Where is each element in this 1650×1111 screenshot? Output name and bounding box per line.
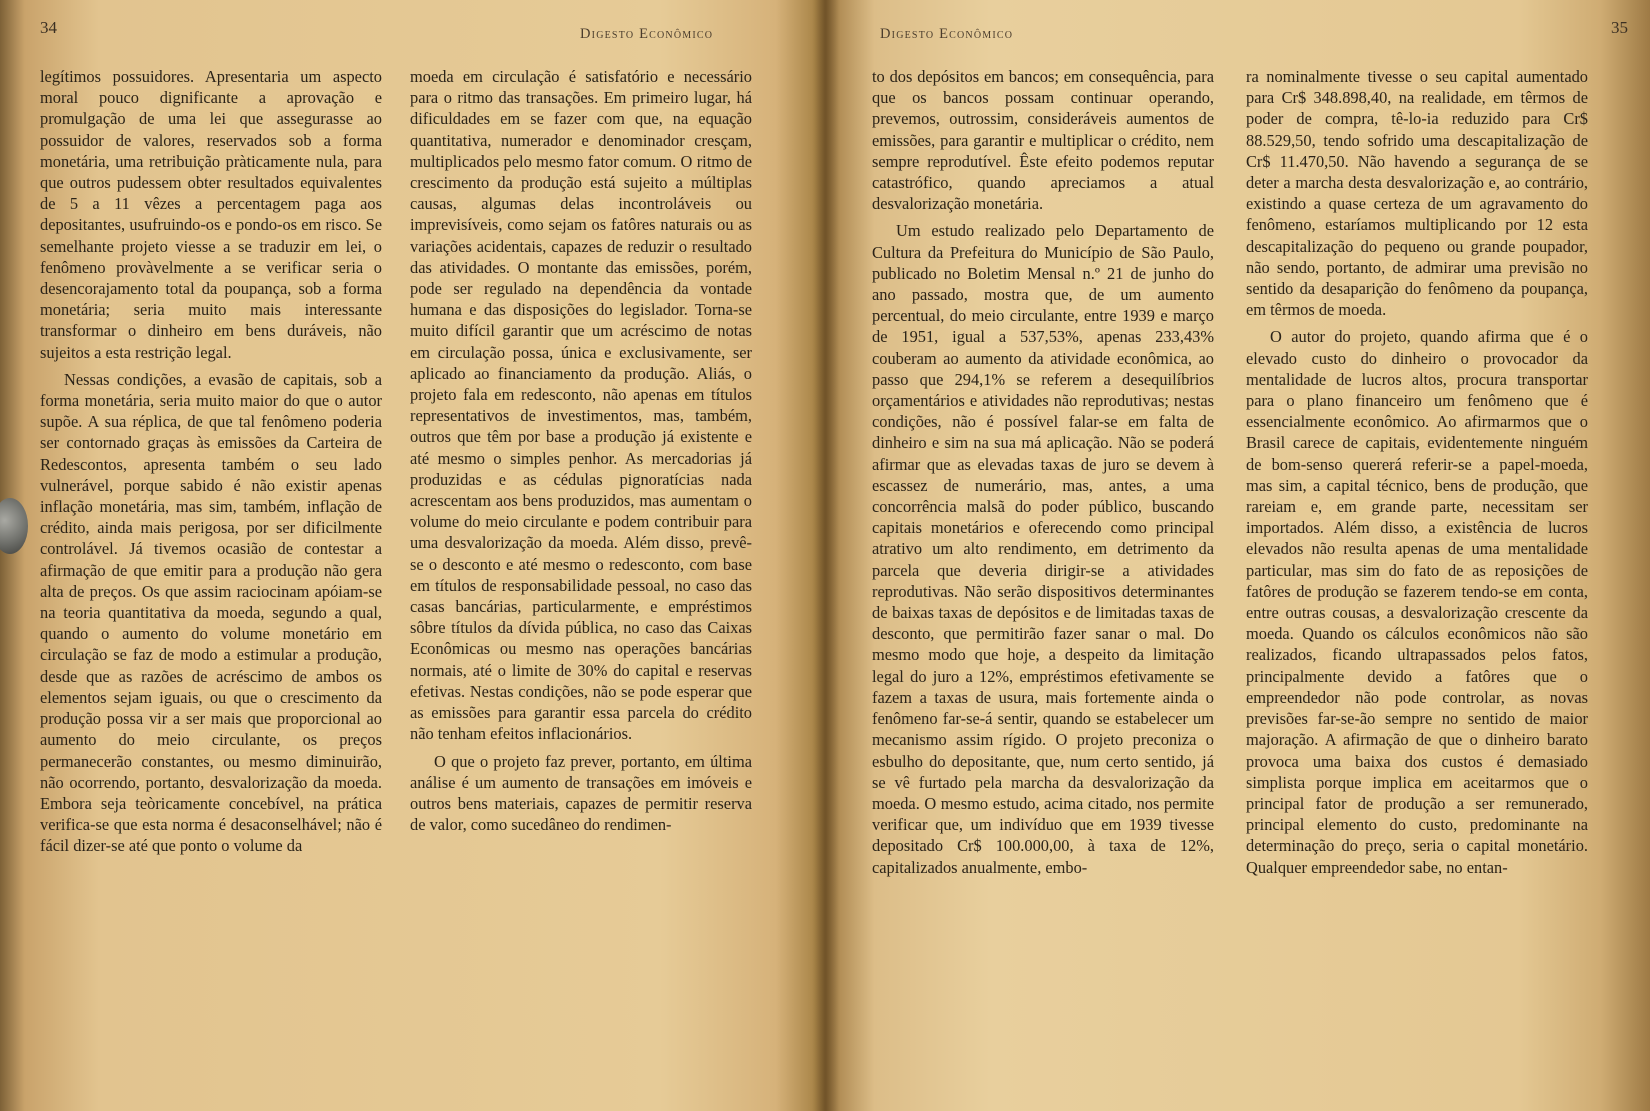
paragraph: Nessas condições, a evasão de capitais, sob a forma monetária, seria muito maior do que o autor supõe. A sua réplica, de que tal fenômeno poderia ser contornado graças às emissões da Carteira de Redescontos, apresenta também o seu lado vulnerável, porque sabido é não existir apenas inflação monetária, mas sim, também, inflação de crédito, ainda mais perigosa, por ser dificilmente controlável. Já tivemos ocasião de contestar a afirmação de que emitir para a produção não gera alta de preços. Os que assim raciocinam apóiam-se na teoria quantitativa da moeda, segundo a qual, quando o aumento do volume monetário em circulação se faz de modo a estimular a produção, desde que as razões de acréscimo de ambos os elementos sejam iguais, ou que o crescimento da produção possa vir a ser mais que proporcional ao aumento do meio circulante, os preços permanecerão constantes, ou mesmo diminuirão, não ocorrendo, portanto, desvalorização da moeda. Embora seja teòricamente concebível, na prática verifica-se que esta norma é desaconselhável; não é fácil dizer-se até que ponto o volume da bbox=[40, 369, 382, 856]
text-column bbox=[410, 66, 752, 835]
paragraph: moeda em circulação é satisfatório e necessário para o ritmo das transações. Em primeiro lugar, há dificuldades em se fazer com que, na equação quantitativa, numerador e denominador cresçam, multiplicados pelo mesmo fator comum. O ritmo de crescimento da produção está sujeito a múltiplas causas, algumas delas incontroláveis ou imprevisíveis, como sejam os fatôres naturais ou as variações acidentais, capazes de reduzir o resultado das atividades. O montante das emissões, porém, pode ser regulado na dependência da vontade humana e das disposições do legislador. Torna-se muito difícil garantir que um acréscimo de notas em circulação possa, única e exclusivamente, ser aplicado ao financiamento da produção. Aliás, o projeto fala em redesconto, não apenas em títulos representativos de investimentos, mas, também, outros que têm por base a produção já existente e até mesmo o simples penhor. As mercadorias já produzidas e as cédulas pignoratícias nada acrescentam aos bens produzidos, mas aumentam o volume do meio circulante e podem contribuir para uma desvalorização da moeda. Além disso, prevê-se o desconto e até mesmo o redesconto, com base em títulos de responsabilidade pessoal, no caso das casas bancárias, particularmente, e empréstimos sôbre títulos da dívida pública, no caso das Caixas Econômicas ou mesmo nas operações bancárias normais, até o limite de 30% do capital e reservas efetivas. Nestas condições, não se pode esperar que as emissões para garantir essa parcela do crédito não tenham efeitos inflacionários. bbox=[410, 67, 752, 744]
running-head: Digesto Econômico bbox=[880, 26, 1014, 42]
paragraph: to dos depósitos em bancos; em consequência, para que os bancos possam continuar operando, prevemos, outrossim, consideráveis aumentos de emissões, para garantir e multiplicar o crédito, nem sempre reprodutível. Êste efeito podemos reputar catastrófico, quando apreciamos a atual desvalorização monetária. bbox=[872, 67, 1214, 214]
page-number: 35 bbox=[1611, 18, 1628, 37]
text-column bbox=[872, 66, 1214, 878]
page-number: 34 bbox=[40, 18, 57, 37]
paragraph: O que o projeto faz prever, portanto, em última análise é um aumento de transações em imóveis e outros bens materiais, capazes de permitir reserva de valor, como sucedâneo do rendimen- bbox=[410, 751, 752, 835]
text-column bbox=[1246, 66, 1588, 878]
paragraph: Um estudo realizado pelo Departamento de Cultura da Prefeitura do Município de São Paulo, publicado no Boletim Mensal n.º 21 de junho do ano passado, mostra que, de um aumento percentual, do meio circulante, entre 1939 e março de 1951, igual a 537,53%, apenas 233,43% couberam ao aumento da atividade econômica, ao passo que 294,1% se referem a desequilíbrios orçamentários e atividades não reprodutivas; nestas condições, não é possível falar-se em falta de dinheiro e sim na sua má aplicação. Não se poderá afirmar que as elevadas taxas de juro se devem à escassez de numerário, mas, antes, a uma concorrência malsã do poder público, buscando capitais monetários e oferecendo como principal atrativo um alto rendimento, em detrimento da parcela que deveria dirigir-se a atividades reprodutivas. Não serão dispositivos determinantes de baixas taxas de depósitos e de limitadas taxas de desconto, que permitirão fazer sanar o mal. Do mesmo modo que hoje, a despeito da limitação legal do juro a 12%, empréstimos efetivamente se fazem a taxas de usura, mais fortemente ainda o fenômeno far-se-á sentir, quando se estabelecer um mecanismo assim rígido. O projeto preconiza o esbulho do depositante, que, num certo sentido, já se vê furtado pela marcha da desvalorização da moeda. O mesmo estudo, acima citado, nos permite verificar que, um indivíduo que em 1939 tivesse depositado Cr$ 100.000,00, à taxa de 12%, capitalizados anualmente, embo- bbox=[872, 221, 1214, 877]
text-column bbox=[40, 66, 382, 857]
paragraph: legítimos possuidores. Apresentaria um aspecto moral pouco dignificante a aprovação e promulgação de uma lei que assegurasse ao possuidor de valores, reservados sob a forma monetária, uma retribuição pràticamente nula, para que outros pudessem obter resultados equivalentes de 5 a 11 vêzes a percentagem paga aos depositantes, usufruindo-os e pondo-os em risco. Se semelhante projeto viesse a se traduzir em lei, o fenômeno provàvelmente a se verificar seria o desencorajamento total da poupança, sob a forma monetária; seria muito mais interessante transformar o dinheiro em bens duráveis, não sujeitos a esta restrição legal. bbox=[40, 67, 382, 362]
paragraph: O autor do projeto, quando afirma que é o elevado custo do dinheiro o provocador da mentalidade de lucros altos, procura transportar para o plano financeiro um fenômeno que é essencialmente econômico. Ao afirmarmos que o Brasil carece de capitais, evidentemente ninguém de bom-senso quererá referir-se a papel-moeda, mas sim, a capital técnico, bens de produção, que rareiam e, em grande parte, necessitam ser importados. Além disso, a existência de lucros elevados não resulta apenas de uma mentalidade particular, mas sim do fato de as reposições de fatôres de produção se fazerem tendo-se em conta, entre outras cousas, a desvalorização crescente da moeda. Quando os cálculos econômicos não são realizados, ficando ultrapassados pelos fatos, principalmente devido a fatôres que o empreendedor não pode controlar, as novas previsões far-se-ão sempre no sentido de maior majoração. A afirmação de que o dinheiro barato provoca uma baixa dos custos é demasiado simplista porque implica em aceitarmos que o principal fator de produção a ser remunerado, principal elemento do custo, predominante na determinação do preço, seria o capital monetário. Qualquer empreendedor sabe, no entan- bbox=[1246, 327, 1588, 877]
running-head: Digesto Econômico bbox=[580, 26, 714, 42]
binding-clip bbox=[0, 498, 28, 554]
right-page bbox=[826, 0, 1650, 1111]
paragraph: ra nominalmente tivesse o seu capital aumentado para Cr$ 348.898,40, na realidade, em têrmos de poder de compra, tê-lo-ia reduzido para Cr$ 88.529,50, tendo sofrido uma descapitalização de Cr$ 11.470,50. Não havendo a segurança de se deter a marcha desta desvalorização e, ao contrário, existindo a quase certeza de um agravamento do fenômeno, estaríamos multiplicando por 12 esta descapitalização do pequeno ou grande poupador, não sendo, portanto, de admirar uma previsão no sentido da desaparição do fenômeno da poupança, em têrmos de moeda. bbox=[1246, 67, 1588, 320]
left-page bbox=[0, 0, 824, 1111]
